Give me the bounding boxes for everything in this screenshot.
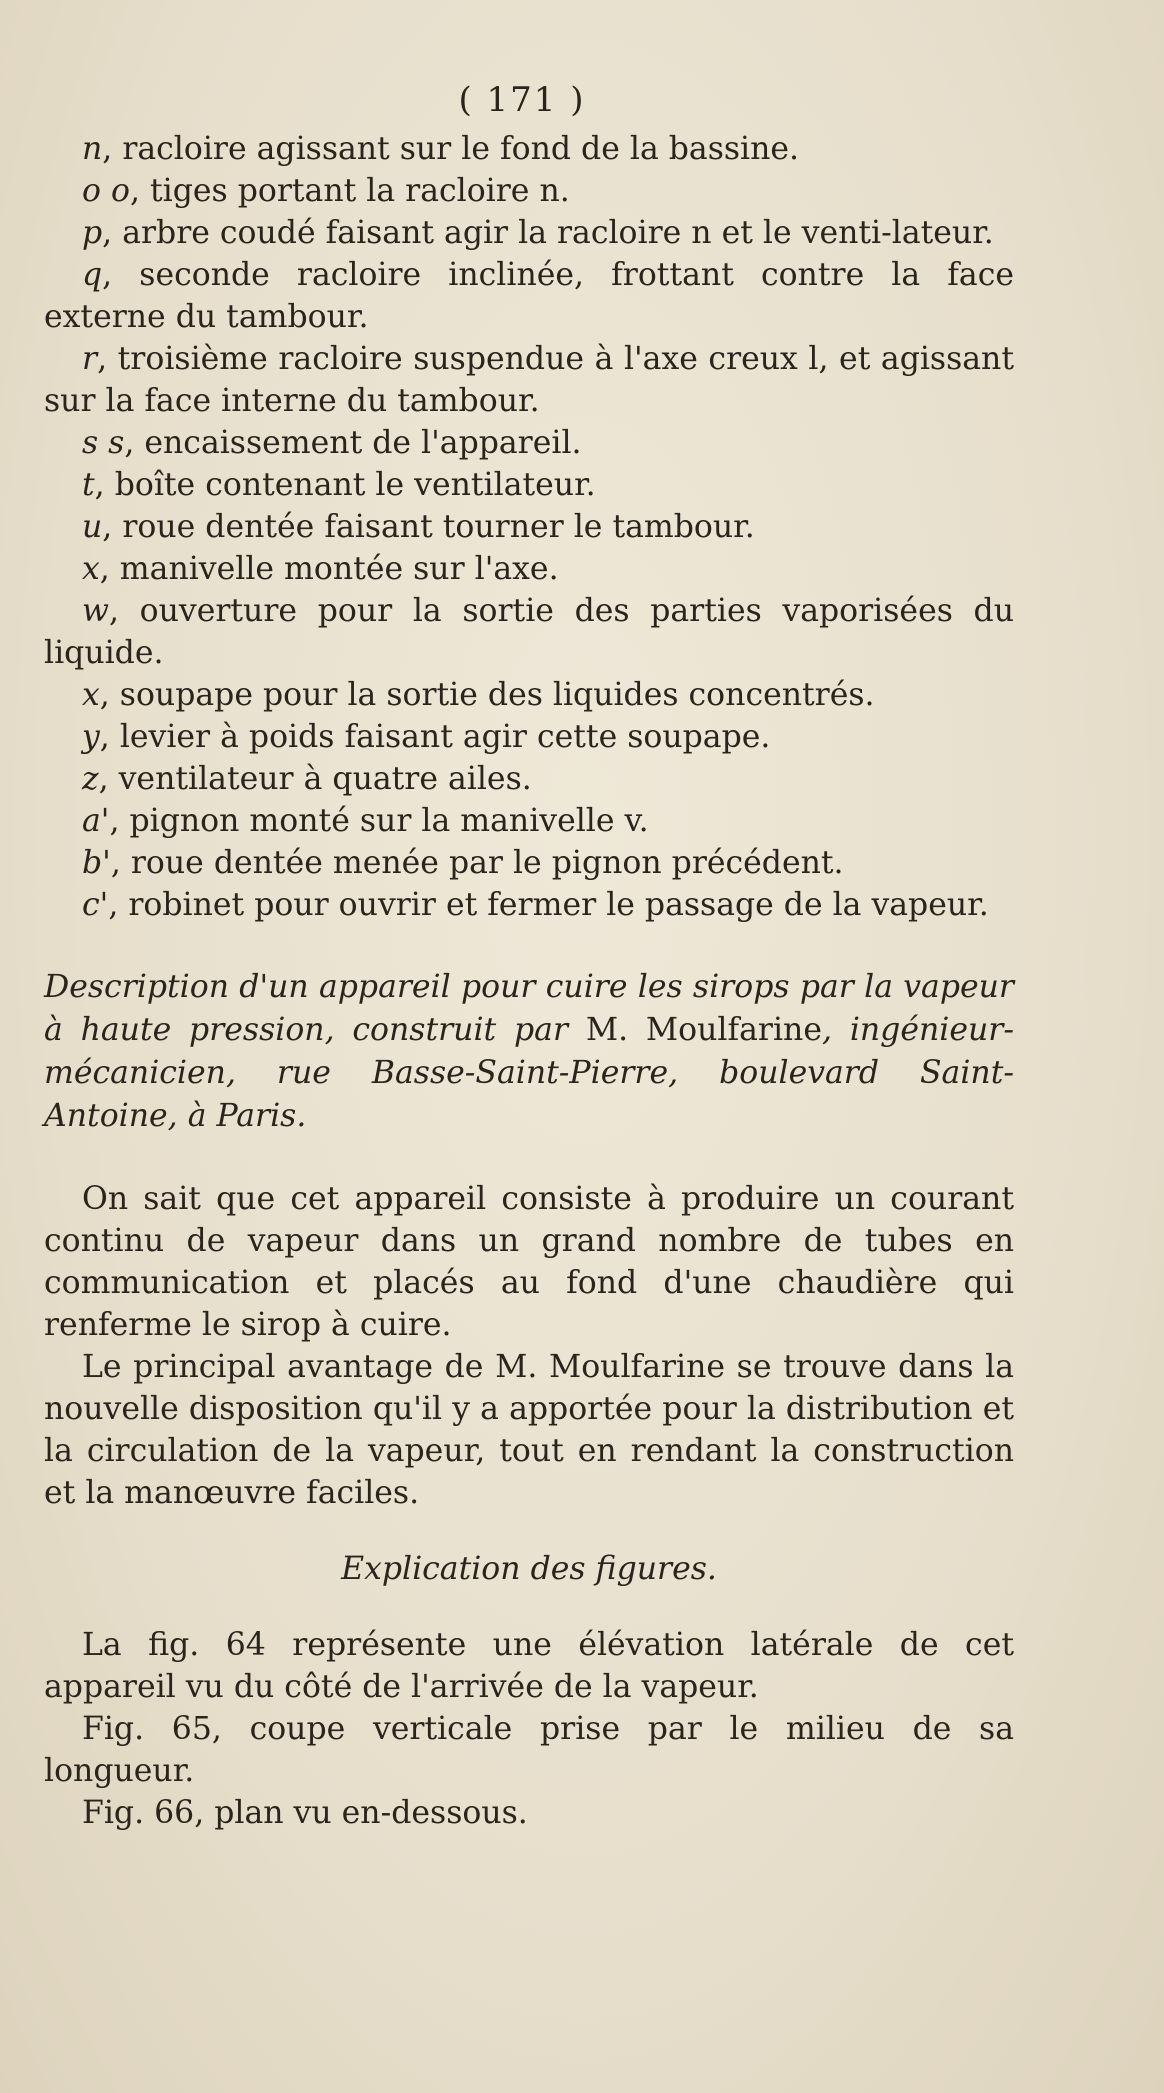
- legend-item: t, boîte contenant le ventilateur.: [82, 467, 596, 503]
- legend-item: o o, tiges portant la racloire n.: [82, 173, 570, 209]
- page-number: ( 171 ): [458, 80, 586, 120]
- legend-item: x, manivelle montée sur l'axe.: [82, 551, 559, 587]
- legend-item: s s, encaissement de l'appareil.: [82, 425, 582, 461]
- legend-item: x, soupape pour la sortie des liquides concentrés.: [82, 677, 875, 713]
- legend-item: a', pignon monté sur la manivelle v.: [82, 803, 649, 839]
- figures-subheading: Explication des figures.: [341, 1551, 717, 1587]
- paragraph: Le principal avantage de M. Moulfarine se trouve dans la nouvelle disposition qu'il y a apportée pour la distribution et la circulation de la vapeur, tout en rendant la construction et la manœuvre faciles.: [44, 1349, 1014, 1511]
- legend-item: z, ventilateur à quatre ailes.: [82, 761, 532, 797]
- legend-item: n, racloire agissant sur le fond de la bassine.: [82, 131, 800, 167]
- figure-paragraph: La fig. 64 représente une élévation latérale de cet appareil vu du côté de l'arrivée de la vapeur.: [44, 1627, 1014, 1705]
- legend-item: w, ouverture pour la sortie des parties vaporisées du liquide.: [44, 593, 1014, 671]
- figure-paragraph: Fig. 66, plan vu en-dessous.: [82, 1795, 528, 1831]
- section-heading: Description d'un appareil pour cuire les sirops par la vapeur à haute pression, construit par M. Moulfarine, ingénieur-mécanicien, rue Basse-Saint-Pierre, boulevard Saint-Antoine, à Paris.: [44, 969, 1014, 1134]
- legend-item: q, seconde racloire inclinée, frottant contre la face externe du tambour.: [44, 257, 1014, 335]
- legend-item: b', roue dentée menée par le pignon précédent.: [82, 845, 844, 881]
- legend-item: p, arbre coudé faisant agir la racloire n et le venti-lateur.: [82, 215, 994, 251]
- legend-item: r, troisième racloire suspendue à l'axe creux l, et agissant sur la face interne du tambour.: [44, 341, 1014, 419]
- paragraph: On sait que cet appareil consiste à produire un courant continu de vapeur dans un grand nombre de tubes en communication et placés au fond d'une chaudière qui renferme le sirop à cuire.: [44, 1181, 1014, 1343]
- legend-item: c', robinet pour ouvrir et fermer le passage de la vapeur.: [82, 887, 989, 923]
- legend-item: u, roue dentée faisant tourner le tambour.: [82, 509, 755, 545]
- legend-item: y, levier à poids faisant agir cette soupape.: [82, 719, 771, 755]
- legend-list: [44, 128, 1014, 926]
- figure-paragraph: Fig. 65, coupe verticale prise par le milieu de sa longueur.: [44, 1711, 1014, 1789]
- page-body: [44, 128, 1014, 1834]
